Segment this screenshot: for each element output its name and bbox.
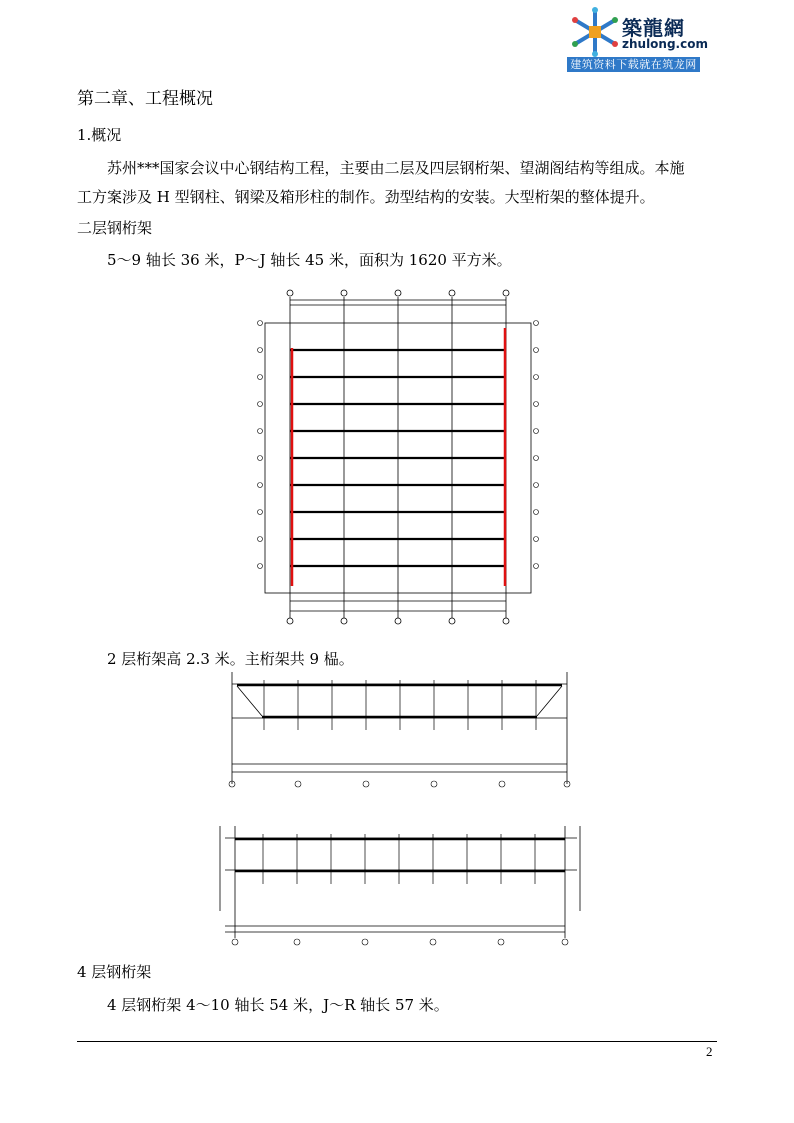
truss-elevation-drawing-2 bbox=[215, 826, 590, 948]
footer-divider bbox=[77, 1041, 717, 1042]
truss-elevation-drawing-1 bbox=[222, 672, 582, 790]
intro-paragraph-line2: 工方案涉及 H 型钢柱、钢梁及箱形柱的制作。劲型结构的安装。大型桁架的整体提升。 bbox=[77, 188, 655, 206]
section-title: 1.概况 bbox=[77, 126, 122, 144]
logo-chinese-name: 築龍網 bbox=[622, 16, 685, 40]
logo-banner: 建筑资料下载就在筑龙网 bbox=[567, 57, 700, 72]
intro-paragraph-line1: 苏州***国家会议中心钢结构工程，主要由二层及四层钢桁架、望湖阁结构等组成。本施 bbox=[107, 159, 685, 177]
floor2-heading: 二层钢桁架 bbox=[77, 219, 153, 237]
floor4-dimensions: 4 层钢桁架 4～10 轴长 54 米，J～R 轴长 57 米。 bbox=[107, 996, 449, 1014]
floor4-heading: 4 层钢桁架 bbox=[77, 963, 152, 981]
floor2-truss-info: 2 层桁架高 2.3 米。主桁架共 9 榀。 bbox=[107, 650, 354, 668]
floor2-truss-plan-drawing bbox=[255, 283, 545, 628]
logo-snowflake-icon bbox=[567, 6, 623, 58]
logo-domain: zhulong.com bbox=[622, 37, 708, 51]
chapter-title: 第二章、工程概况 bbox=[77, 89, 213, 109]
page-number: 2 bbox=[706, 1044, 713, 1059]
floor2-dimensions: 5～9 轴长 36 米，P～J 轴长 45 米，面积为 1620 平方米。 bbox=[107, 251, 512, 269]
